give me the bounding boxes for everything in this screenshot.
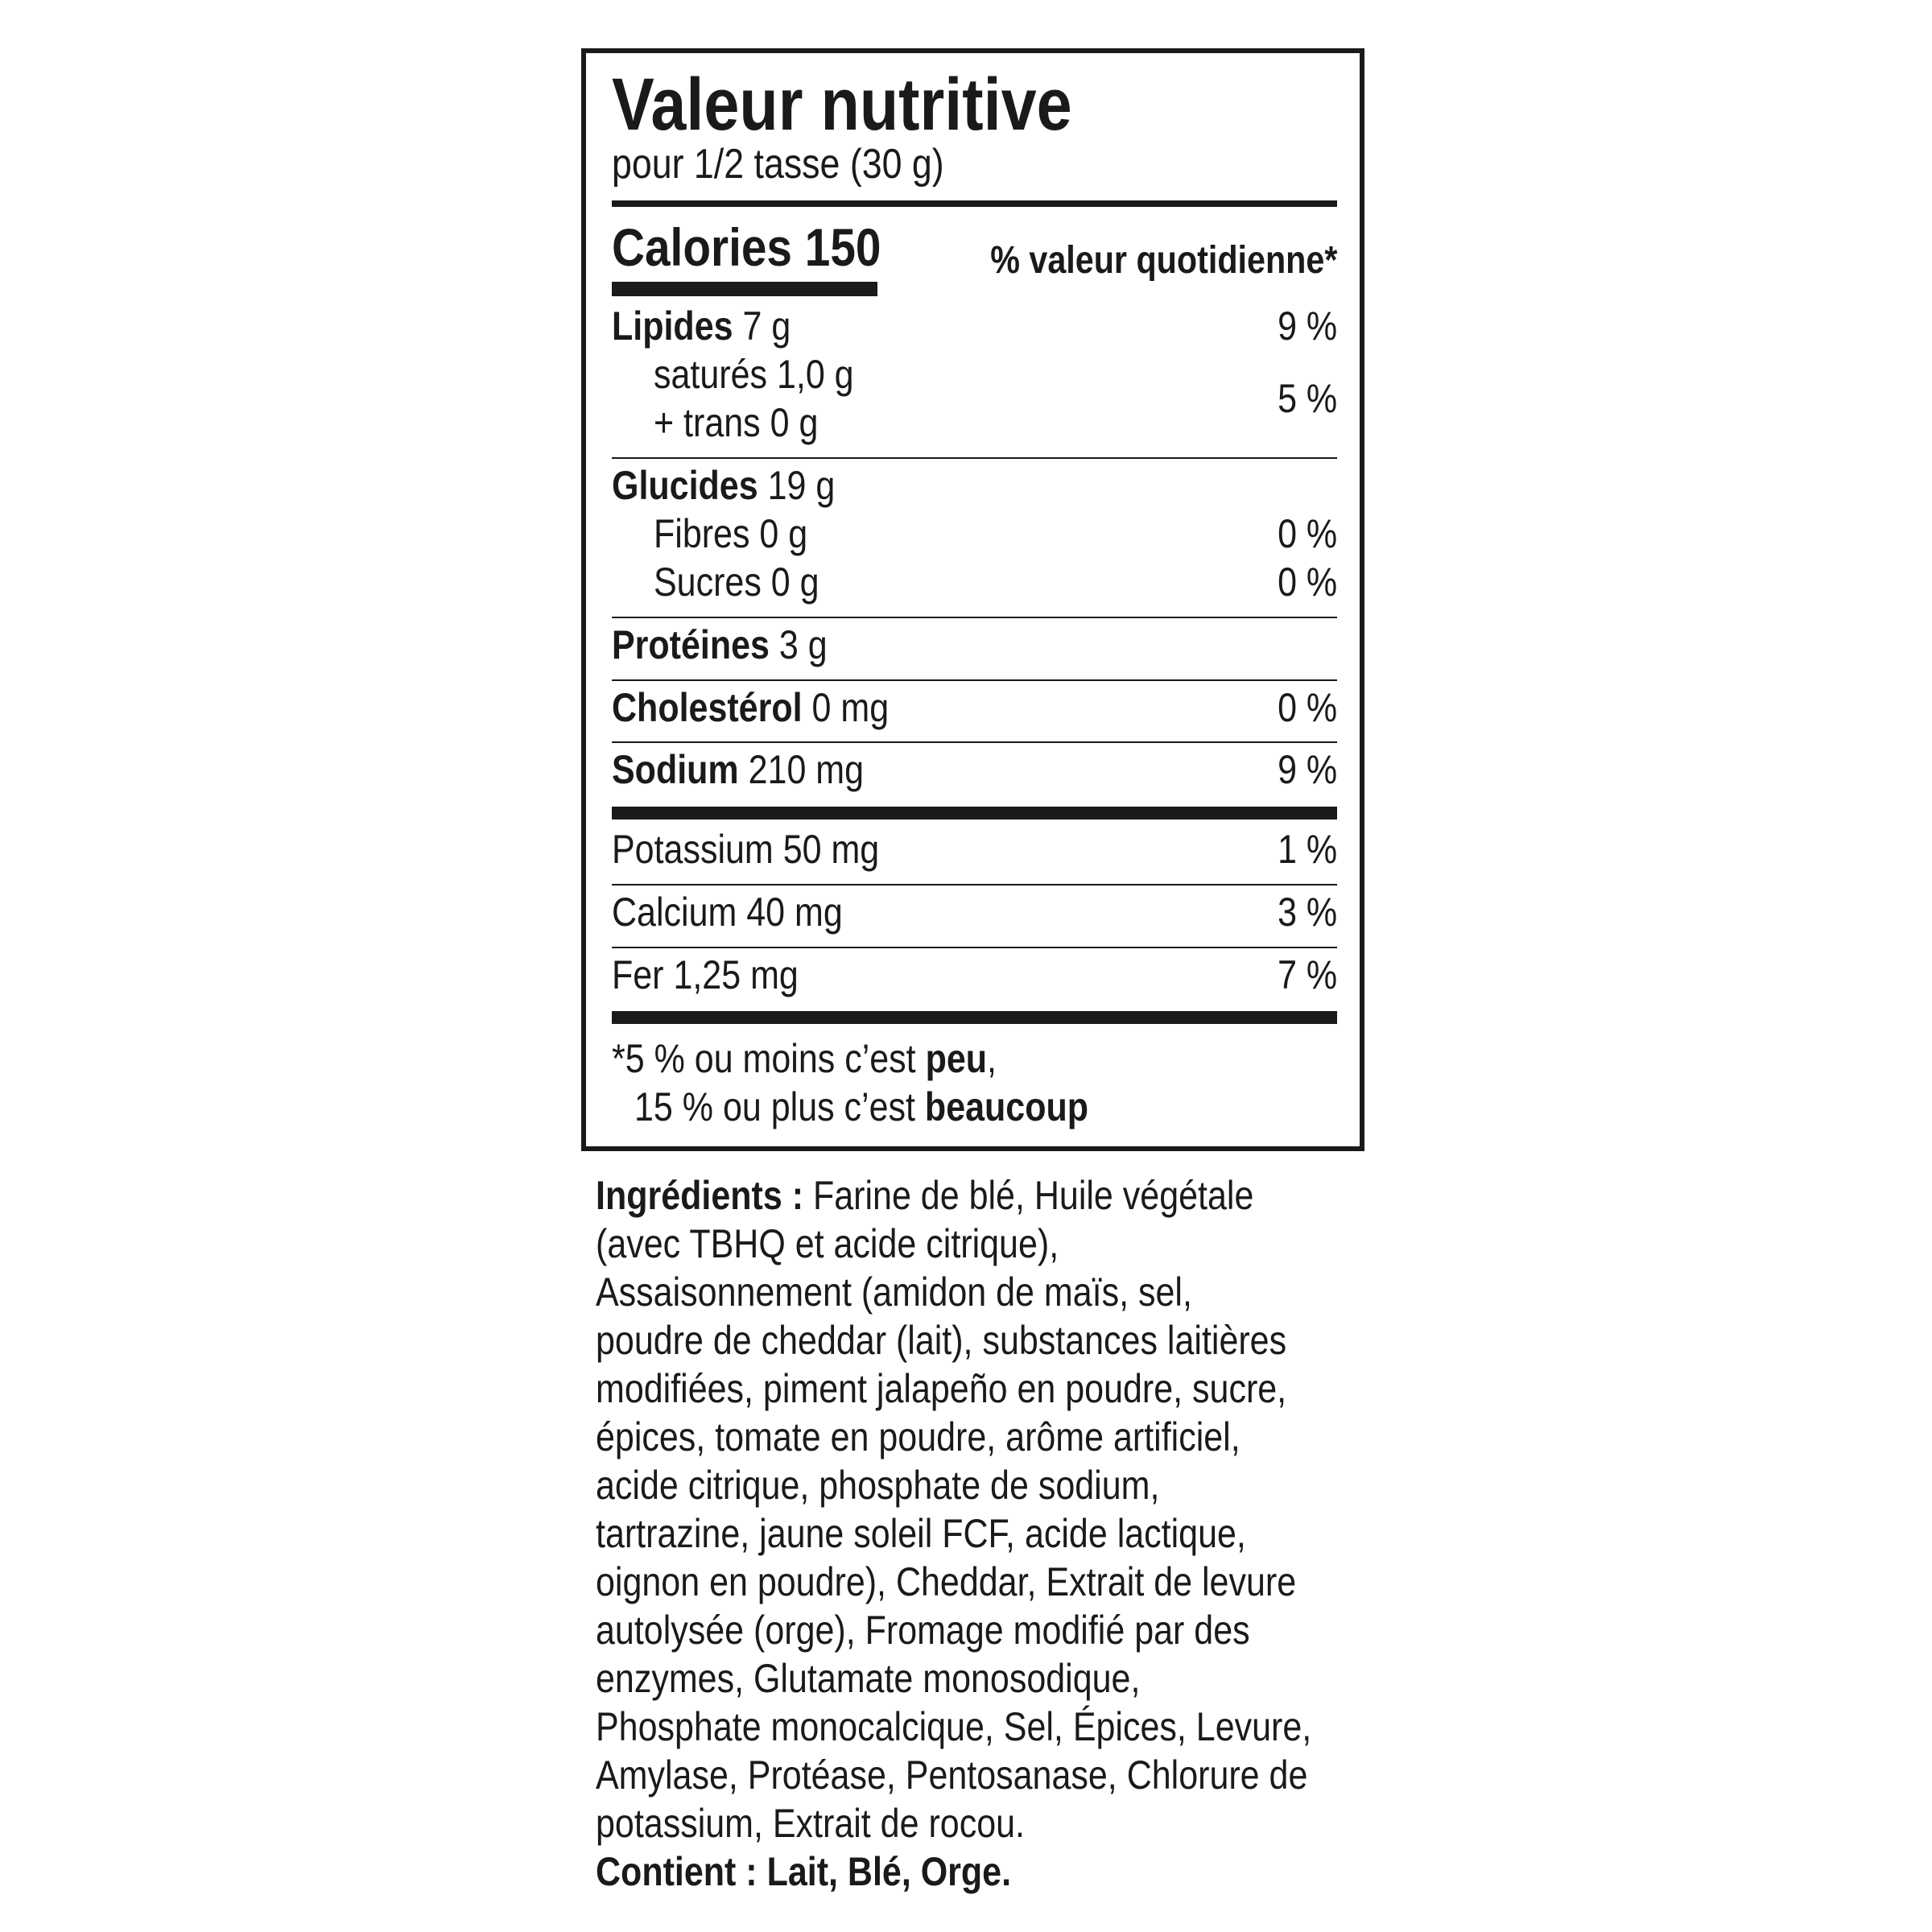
dv-lipides: 9 %: [1277, 303, 1337, 349]
ingredients-line: Phosphate monocalcique, Sel, Épices, Levure,: [596, 1704, 1312, 1749]
divider: [612, 457, 1337, 459]
nutrient-row-fibres: Fibres 0 g 0 %: [654, 511, 1337, 556]
nutrient-row-sucres: Sucres 0 g 0 %: [654, 559, 1337, 605]
serving-size: pour 1/2 tasse (30 g): [612, 141, 944, 188]
nutrient-row-potassium: Potassium 50 mg 1 %: [612, 827, 1337, 872]
nutrition-facts-table: [581, 48, 1364, 1151]
ingredients-line: tartrazine, jaune soleil FCF, acide lactique,: [596, 1511, 1246, 1556]
serving-rule: [612, 200, 1337, 207]
divider: [612, 884, 1337, 886]
ingredients-line: autolysée (orge), Fromage modifié par des: [596, 1608, 1250, 1653]
nutrient-row-trans: + trans 0 g: [654, 400, 819, 445]
nutrient-row-calcium: Calcium 40 mg 3 %: [612, 890, 1337, 935]
ingredients-line: modifiées, piment jalapeño en poudre, sucre,: [596, 1366, 1287, 1411]
ingredients-line: Assaisonnement (amidon de maïs, sel,: [596, 1269, 1192, 1315]
nutrient-row-proteines: Protéines 3 g: [612, 622, 828, 667]
dv-sucres: 0 %: [1277, 559, 1337, 605]
footnote-line-1: *5 % ou moins c’est peu,: [612, 1036, 997, 1081]
nutrient-row-cholesterol: Cholestérol 0 mg 0 %: [612, 685, 1337, 730]
dv-cholesterol: 0 %: [1277, 685, 1337, 730]
ingredients-heading: Ingrédients :: [596, 1173, 804, 1218]
allergen-statement: Contient : Lait, Blé, Orge.: [596, 1849, 1012, 1894]
ingredients-line: (avec TBHQ et acide citrique),: [596, 1221, 1059, 1266]
thick-divider: [612, 807, 1337, 819]
dv-calcium: 3 %: [1277, 890, 1337, 935]
ingredients-line: potassium, Extrait de rocou.: [596, 1801, 1025, 1846]
calories-value: 150: [804, 217, 881, 277]
nutrient-row-lipides: Lipides 7 g 9 %: [612, 303, 1337, 349]
ingredients-line: poudre de cheddar (lait), substances laitières: [596, 1318, 1287, 1363]
nutrient-row-glucides: Glucides 19 g: [612, 463, 836, 508]
nutrition-title: Valeur nutritive: [612, 64, 1072, 146]
ingredients-line: enzymes, Glutamate monosodique,: [596, 1656, 1141, 1701]
dv-potassium: 1 %: [1277, 827, 1337, 872]
daily-value-star: *: [1323, 239, 1337, 282]
dv-satures-trans: 5 %: [1277, 376, 1337, 421]
nutrient-row-sodium: Sodium 210 mg 9 %: [612, 747, 1337, 792]
dv-satures-trans-row: [612, 377, 1337, 425]
nutrient-row-fer: Fer 1,25 mg 7 %: [612, 952, 1337, 997]
thick-divider: [612, 1011, 1337, 1024]
calories-label: Calories: [612, 217, 793, 277]
dv-fibres: 0 %: [1277, 511, 1337, 556]
ingredients-line: acide citrique, phosphate de sodium,: [596, 1463, 1160, 1508]
divider: [612, 679, 1337, 681]
dv-fer: 7 %: [1277, 952, 1337, 997]
ingredients-line: oignon en poudre), Cheddar, Extrait de levure: [596, 1559, 1297, 1604]
ingredients-line: épices, tomate en poudre, arôme artificiel,: [596, 1414, 1241, 1459]
divider: [612, 947, 1337, 948]
footnote-line-2: 15 % ou plus c’est beaucoup: [634, 1084, 1089, 1129]
divider: [612, 741, 1337, 743]
dv-sodium: 9 %: [1277, 747, 1337, 792]
divider: [612, 617, 1337, 618]
calories-bar: [612, 282, 877, 296]
ingredients-line: Amylase, Protéase, Pentosanase, Chlorure de: [596, 1752, 1308, 1798]
footnote-star: *: [612, 1036, 625, 1081]
ingredients-list: Ingrédients : Farine de blé, Huile végétale (avec TBHQ et acide citrique), Assaisonnement (amidon de maïs, sel, poudre de cheddar (lait), substances laitières modifiées, piment jalapeño en poudre, sucre, épices, tomate en poudre, arôme artificiel, acide citrique, phosphate de sodium, tartrazine, jaune soleil FCF, acide lactique, oignon en poudre), Cheddar, Extrait de levure autolysée (orge), Fromage modifié par des enzymes, Glutamate monosodique, Phosphate monocalcique, Sel, Épices, Levure, Amylase, Protéase, Pentosanase, Chlorure de potassium, Extrait de rocou. Contient : Lait, Blé, Orge.: [596, 1173, 1312, 1894]
daily-value-header: % valeur quotidienne*: [989, 239, 1337, 282]
nutrient-row-satures: saturés 1,0 g: [654, 352, 854, 397]
calories-line: [612, 218, 925, 277]
